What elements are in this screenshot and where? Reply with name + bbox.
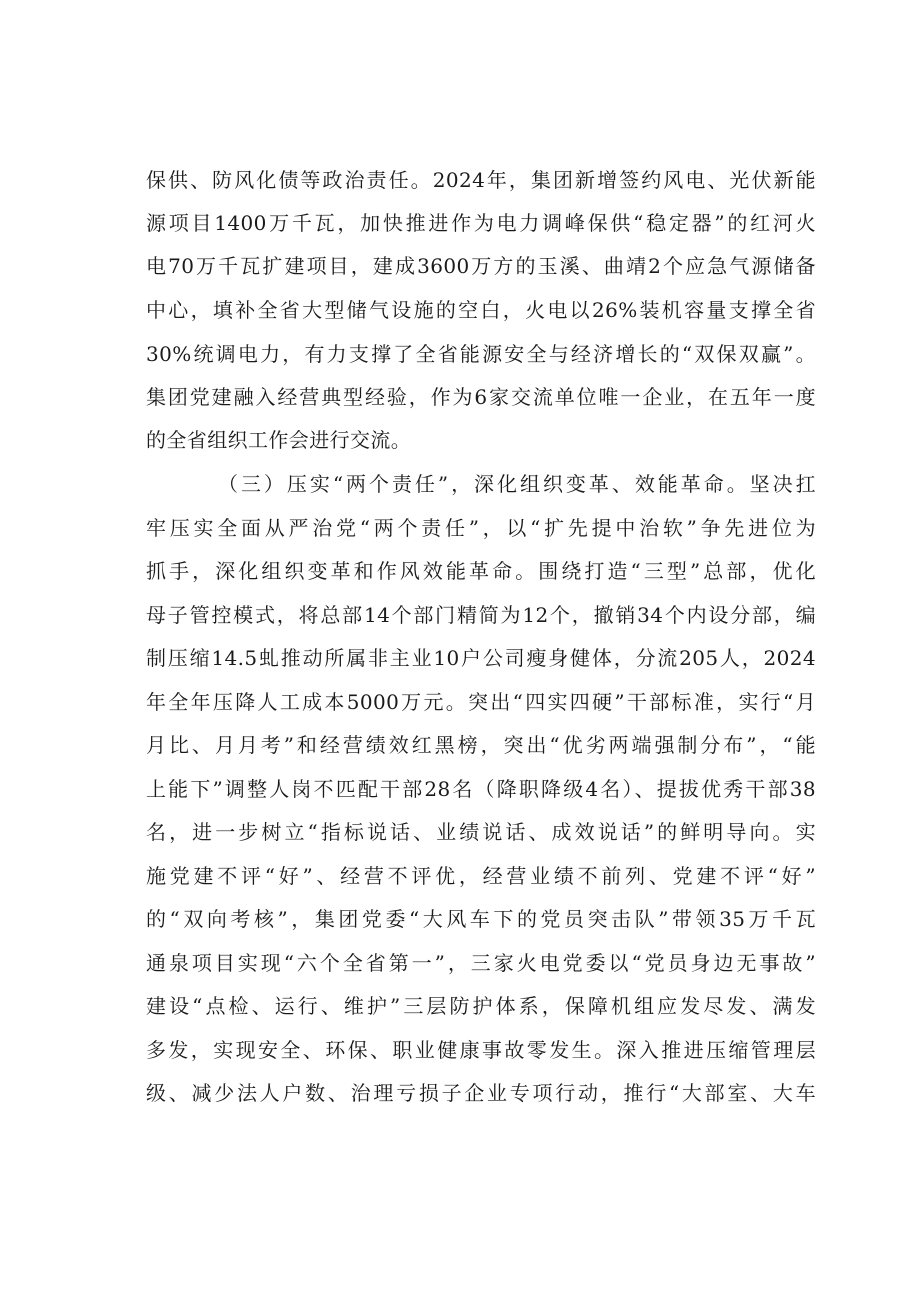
text-line: 电70万千瓦扩建项目，建成3600万方的玉溪、曲靖2个应急气源储备 [146, 254, 816, 278]
text-line: 年全年压降人工成本5000万元。突出“四实四硬”干部标准，实行“月 [146, 690, 816, 714]
text-line: 母子管控模式，将总部14个部门精简为12个，撤销34个内设分部，编 [146, 603, 816, 627]
text-line: 月比、月月考”和经营绩效红黑榜，突出“优劣两端强制分布”，“能 [146, 733, 816, 757]
text-line: 制压缩14.5虬推动所属非主业10户公司瘦身健体，分流205人，2024 [146, 646, 816, 670]
text-line: 通泉项目实现“六个全省第一”，三家火电党委以“党员身边无事故” [146, 951, 816, 975]
text-line: 集团党建融入经营典型经验，作为6家交流单位唯一企业，在五年一度 [146, 385, 816, 409]
text-line: 30%统调电力，有力支撑了全省能源安全与经济增长的“双保双赢”。 [146, 342, 816, 366]
text-line: 的“双向考核”，集团党委“大风车下的党员突击队”带领35万千瓦 [146, 907, 816, 931]
text-line: 中心，填补全省大型储气设施的空白，火电以26%装机容量支撑全省 [146, 298, 816, 322]
text-line: 施党建不评“好”、经营不评优，经营业绩不前列、党建不评“好” [146, 864, 816, 888]
text-line: 上能下”调整人岗不匹配干部28名（降职降级4名）、提拔优秀干部38 [146, 777, 816, 801]
text-line: 级、减少法人户数、治理亏损子企业专项行动，推行“大部室、大车 [146, 1081, 816, 1105]
text-line: 多发，实现安全、环保、职业健康事故零发生。深入推进压缩管理层 [146, 1038, 816, 1062]
text-line: 牢压实全面从严治党“两个责任”，以“扩先提中治软”争先进位为 [146, 516, 816, 540]
text-line: 源项目1400万千瓦，加快推进作为电力调峰保供“稳定器”的红河火 [146, 211, 816, 235]
text-line: 保供、防风化债等政治责任。2024年，集团新增签约风电、光伏新能 [146, 168, 816, 192]
text-line: 名，进一步树立“指标说话、业绩说话、成效说话”的鲜明导向。实 [146, 820, 816, 844]
section-heading-line: （三）压实“两个责任”，深化组织变革、效能革命。坚决扛 [218, 472, 816, 496]
text-line: 抓手，深化组织变革和作风效能革命。围绕打造“三型”总部，优化 [146, 559, 816, 583]
text-line: 建设“点检、运行、维护”三层防护体系，保障机组应发尽发、满发 [146, 994, 816, 1018]
text-line: 的全省组织工作会进行交流。 [146, 428, 412, 452]
